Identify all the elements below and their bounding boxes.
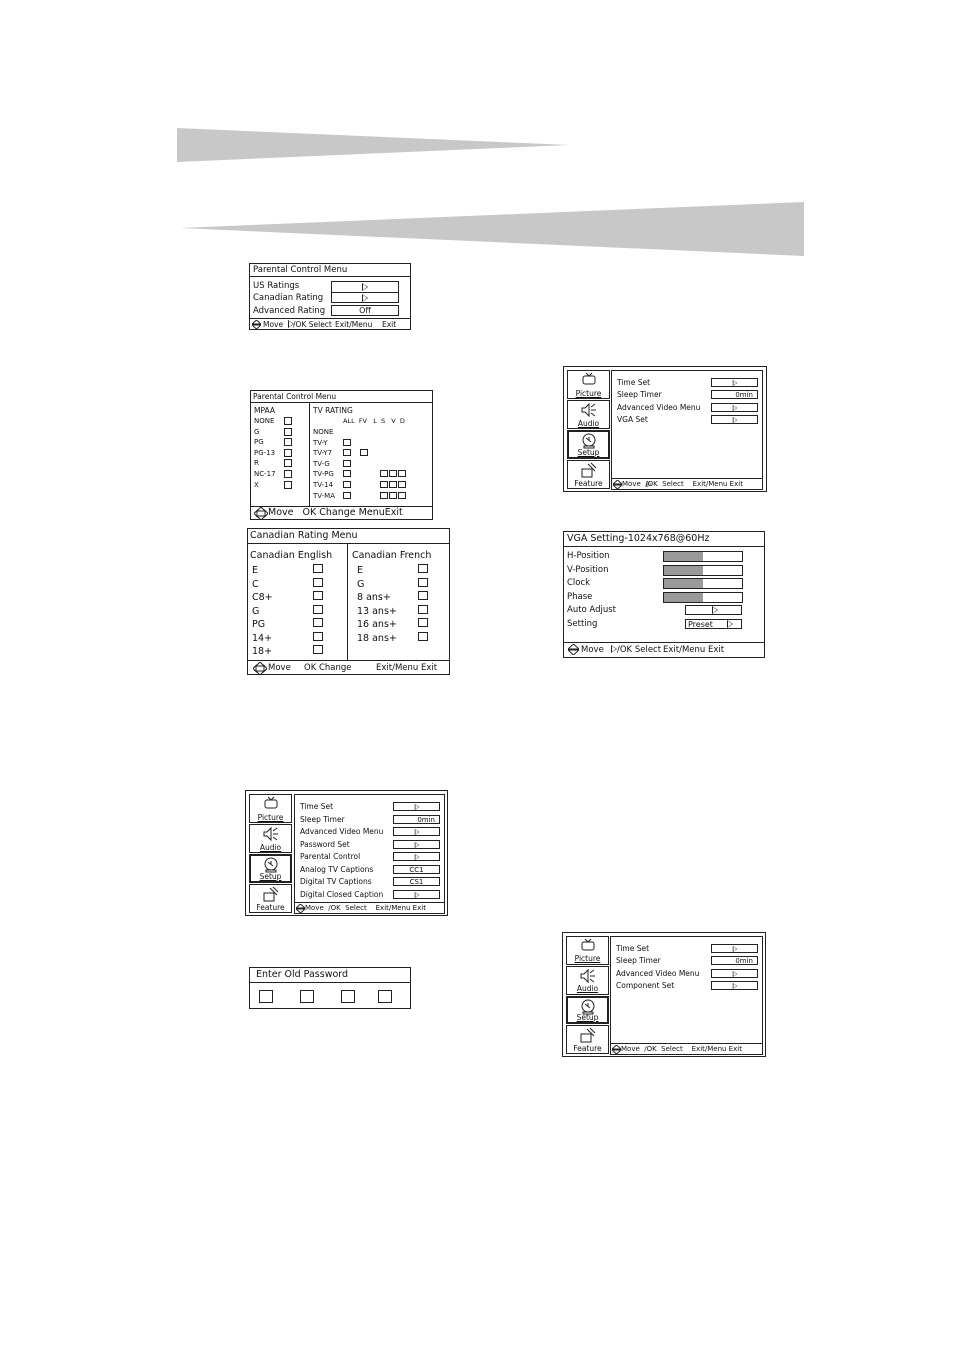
up-down-arrows-icon: [613, 480, 622, 489]
tab-label: Picture: [574, 954, 601, 964]
canadian-english-label: 18+: [252, 646, 273, 657]
arrow-right-icon: [733, 983, 738, 989]
mpaa-checkbox[interactable]: [284, 459, 292, 467]
canadian-english-label: C8+: [252, 592, 273, 603]
canadian-english-checkbox[interactable]: [313, 591, 323, 600]
setup-menu-item[interactable]: Time Set: [617, 378, 651, 387]
vga-setting-label: Phase: [567, 591, 593, 602]
vga-setting-label: Auto Adjust: [567, 605, 617, 615]
footer-exit: Exit/Menu Exit: [663, 645, 725, 655]
tab-audio[interactable]: [567, 400, 610, 429]
four-way-arrows-icon: [253, 662, 267, 675]
setup-menu-item[interactable]: Digital TV Captions: [300, 877, 372, 886]
tv-icon: [581, 372, 597, 385]
setup-arrow-field[interactable]: [711, 378, 758, 387]
tab-setup[interactable]: [567, 430, 610, 459]
tab-feature[interactable]: [566, 1025, 609, 1054]
arrow-right-icon: [733, 946, 738, 952]
speaker-icon: [579, 968, 597, 984]
panel-title: Parental Control Menu: [253, 265, 348, 275]
setup-value-field[interactable]: [393, 865, 440, 874]
setup-arrow-field[interactable]: [393, 827, 440, 836]
tv-rating-checkbox[interactable]: [398, 470, 406, 477]
tv-rating-checkbox[interactable]: [398, 481, 406, 488]
mpaa-checkbox[interactable]: [284, 470, 292, 478]
arrow-right-icon: [733, 405, 738, 411]
setup-menu-item[interactable]: Sleep Timer: [300, 814, 345, 824]
setup-menu-item[interactable]: Sleep Timer: [617, 390, 662, 400]
tv-rating-label: TV-G: [313, 459, 330, 468]
tab-feature[interactable]: [567, 460, 610, 489]
footer-exit: Exit: [382, 320, 397, 329]
canadian-english-checkbox[interactable]: [313, 564, 323, 573]
mpaa-label: G: [254, 427, 260, 436]
canadian-french-checkbox[interactable]: [418, 605, 428, 614]
tab-label: Setup: [259, 871, 282, 881]
footer-move: Move: [581, 645, 604, 655]
canadian-english-label: E: [252, 565, 259, 576]
panel-title: VGA Setting-1024x768@60Hz: [567, 533, 710, 544]
satellite-dish-icon: [581, 433, 597, 449]
arrow-right-icon: [733, 417, 738, 423]
password-digit-3[interactable]: [341, 990, 355, 1003]
canadian-english-checkbox[interactable]: [313, 618, 323, 627]
setup-menu-component-panel: [562, 932, 766, 1057]
canadian-english-label: 14+: [252, 632, 273, 644]
tab-setup[interactable]: [249, 854, 292, 883]
menu-item-us-ratings[interactable]: US Ratings: [253, 281, 300, 291]
setup-menu-item[interactable]: VGA Set: [617, 414, 648, 424]
footer-exit-menu: Exit/Menu: [335, 320, 373, 329]
menu-item-canadian-rating[interactable]: Canadian Rating: [253, 293, 324, 303]
password-digit-2[interactable]: [300, 990, 314, 1003]
tv-rating-checkbox[interactable]: [380, 481, 388, 488]
arrow-right-icon: [415, 854, 420, 860]
setting-field[interactable]: [685, 619, 742, 629]
canadian-english-checkbox[interactable]: [313, 645, 323, 654]
us-ratings-panel: [250, 390, 433, 520]
setup-value: 0min: [735, 391, 753, 400]
arrow-right-icon: [733, 971, 738, 977]
canadian-french-label: 8 ans+: [357, 592, 391, 603]
setup-value: 0min: [417, 815, 435, 824]
vga-level-bar[interactable]: [663, 551, 743, 562]
tv-rating-columns: ALL FV L S V D: [343, 417, 405, 425]
tv-rating-checkbox[interactable]: [343, 439, 351, 446]
vga-setting-label: Clock: [567, 578, 591, 588]
footer-move: Move: [268, 663, 291, 673]
speaker-icon: [262, 826, 280, 842]
tab-picture[interactable]: [566, 936, 609, 965]
auto-adjust-field[interactable]: [685, 605, 742, 615]
tv-rating-checkbox[interactable]: [343, 481, 351, 488]
mpaa-checkbox[interactable]: [284, 428, 292, 436]
tv-rating-checkbox[interactable]: [389, 492, 397, 499]
canadian-english-label: C: [252, 578, 259, 590]
tab-label: Feature: [573, 1043, 602, 1053]
parental-control-panel: [249, 263, 411, 330]
setup-value-field[interactable]: [711, 956, 758, 965]
feature-tool-icon: [262, 886, 280, 902]
setup-arrow-field[interactable]: [711, 415, 758, 424]
menu-tabs: [567, 370, 610, 490]
setup-value: CC1: [409, 865, 424, 874]
setup-arrow-field[interactable]: [711, 944, 758, 953]
header-bar-bottom: [180, 202, 804, 256]
footer-move: Move: [263, 320, 284, 329]
tv-icon: [263, 796, 279, 809]
canadian-english-header: Canadian English: [250, 550, 333, 561]
canadian-french-label: 18 ans+: [357, 632, 397, 644]
vga-level-bar[interactable]: [663, 592, 743, 603]
vga-setting-label: Setting: [567, 618, 598, 629]
password-digit-4[interactable]: [378, 990, 392, 1003]
mpaa-checkbox[interactable]: [284, 481, 292, 489]
vga-setting-panel: [563, 531, 765, 658]
tab-label: Feature: [256, 902, 285, 912]
canadian-french-checkbox[interactable]: [418, 578, 428, 587]
satellite-dish-icon: [263, 857, 279, 873]
password-panel: [249, 967, 411, 1009]
setup-value-field[interactable]: [711, 390, 758, 399]
tab-picture[interactable]: [567, 370, 610, 399]
speaker-icon: [580, 402, 598, 418]
menu-tabs: [249, 794, 292, 914]
arrow-right-icon: [712, 606, 718, 614]
canadian-english-checkbox[interactable]: [313, 578, 323, 587]
mpaa-label: R: [254, 459, 259, 468]
vga-level-fill: [664, 566, 703, 575]
arrow-right-icon: [415, 804, 420, 810]
tab-picture[interactable]: [249, 794, 292, 823]
vga-level-bar[interactable]: [663, 565, 743, 576]
setup-arrow-field[interactable]: [711, 981, 758, 990]
vga-level-fill: [664, 593, 703, 602]
vga-level-bar[interactable]: [663, 578, 743, 589]
setup-menu-item[interactable]: Digital Closed Caption: [300, 889, 384, 899]
setup-footer: Move /OK Select Exit/Menu Exit: [305, 904, 426, 912]
tab-label: Audio: [577, 418, 600, 428]
canadian-french-checkbox[interactable]: [418, 591, 428, 600]
tab-label: Feature: [574, 478, 603, 488]
us-ratings-footer: Move OK Change MenuExit: [268, 507, 403, 518]
feature-tool-icon: [580, 462, 598, 478]
canadian-english-label: G: [252, 605, 260, 617]
setup-arrow-field[interactable]: [711, 403, 758, 412]
canadian-french-label: 16 ans+: [357, 619, 397, 630]
tv-rating-label: TV-14: [313, 481, 334, 489]
tv-rating-label: TV-MA: [313, 491, 336, 500]
setup-footer: Move /OK Select Exit/Menu Exit: [622, 480, 743, 488]
tv-rating-checkbox[interactable]: [380, 470, 388, 477]
canadian-french-checkbox[interactable]: [418, 618, 428, 627]
canadian-english-checkbox[interactable]: [313, 632, 323, 641]
footer-select: /OK Select: [617, 645, 662, 655]
advanced-rating-value: Off: [359, 306, 371, 315]
setup-menu-item[interactable]: Password Set: [300, 839, 350, 849]
us-ratings-field[interactable]: [331, 281, 399, 303]
tab-label: Setup: [577, 447, 600, 457]
setup-arrow-field[interactable]: [393, 890, 440, 899]
tv-rating-checkbox[interactable]: [398, 492, 406, 499]
up-down-arrows-icon: [568, 644, 579, 655]
tab-audio[interactable]: [249, 824, 292, 853]
tv-icon: [580, 938, 596, 951]
mpaa-label: X: [254, 480, 259, 489]
tab-label: Picture: [257, 812, 284, 822]
mpaa-label: PG: [254, 438, 264, 447]
setup-menu-item[interactable]: Sleep Timer: [616, 956, 661, 966]
tv-rating-checkbox[interactable]: [343, 492, 351, 499]
vga-setting-label: H-Position: [567, 551, 610, 561]
mpaa-label: PG-13: [254, 448, 276, 457]
panel-title: Enter Old Password: [256, 969, 349, 980]
setup-arrow-field[interactable]: [393, 840, 440, 849]
setup-arrow-field[interactable]: [711, 969, 758, 978]
setting-value: Preset: [688, 619, 713, 629]
tv-rating-label: TV-Y: [313, 438, 328, 447]
setup-footer: Move /OK Select Exit/Menu Exit: [621, 1045, 742, 1053]
tv-rating-header: TV RATING: [313, 406, 353, 415]
setup-menu-item[interactable]: Time Set: [300, 802, 334, 811]
footer-select: /OK Select: [293, 320, 332, 329]
password-digit-1[interactable]: [259, 990, 273, 1003]
tv-rating-checkbox[interactable]: [343, 449, 351, 456]
tab-feature[interactable]: [249, 884, 292, 913]
setup-menu-item[interactable]: Analog TV Captions: [300, 864, 374, 874]
tab-label: Audio: [259, 842, 282, 852]
vga-level-fill: [664, 552, 703, 561]
setup-menu-item[interactable]: Component Set: [616, 980, 675, 990]
mpaa-checkbox[interactable]: [284, 449, 292, 457]
arrow-right-icon: [727, 620, 733, 628]
arrow-right-icon: [733, 380, 738, 386]
four-way-arrows-icon: [254, 507, 268, 520]
setup-menu-item[interactable]: Parental Control: [300, 852, 361, 861]
arrow-right-icon: [415, 842, 420, 848]
arrow-right-icon: [415, 892, 420, 898]
tv-rating-label: TV-Y7: [313, 449, 333, 458]
canadian-rating-panel: [247, 528, 450, 675]
tv-rating-checkbox[interactable]: [360, 449, 368, 456]
tv-rating-label: NONE: [313, 428, 334, 436]
setup-content: [611, 370, 763, 490]
setup-arrow-field[interactable]: [393, 852, 440, 861]
tab-audio[interactable]: [566, 966, 609, 995]
canadian-french-label: G: [357, 578, 365, 590]
canadian-french-label: E: [357, 565, 364, 576]
feature-tool-icon: [579, 1027, 597, 1043]
arrow-right-icon: [362, 283, 368, 291]
panel-title: Canadian Rating Menu: [250, 530, 358, 541]
setup-menu-item[interactable]: Advanced Video Menu: [616, 968, 700, 978]
canadian-french-header: Canadian French: [352, 550, 432, 561]
mpaa-label: NC-17: [254, 470, 276, 478]
tab-label: Setup: [576, 1012, 599, 1022]
tab-label: Picture: [575, 388, 602, 398]
setup-content: [294, 794, 445, 914]
mpaa-label: NONE: [254, 417, 275, 425]
setup-value-field[interactable]: [393, 815, 440, 824]
setup-menu-full-panel: [245, 790, 448, 916]
canadian-french-checkbox[interactable]: [418, 632, 428, 641]
menu-tabs: [566, 936, 609, 1055]
canadian-french-label: 13 ans+: [357, 605, 397, 617]
mpaa-checkbox[interactable]: [284, 438, 292, 446]
tv-rating-checkbox[interactable]: [389, 481, 397, 488]
arrow-right-icon: [415, 829, 420, 835]
setup-menu-vga-panel: [563, 366, 767, 492]
canadian-french-checkbox[interactable]: [418, 564, 428, 573]
vga-level-fill: [664, 579, 703, 588]
panel-title: Parental Control Menu: [253, 392, 337, 401]
tv-rating-checkbox[interactable]: [380, 492, 388, 499]
setup-arrow-field[interactable]: [393, 802, 440, 811]
setup-value: 0min: [735, 957, 753, 966]
tv-rating-checkbox[interactable]: [389, 470, 397, 477]
canadian-english-label: PG: [252, 619, 266, 630]
tv-rating-checkbox[interactable]: [343, 460, 351, 467]
footer-change: OK Change: [304, 663, 352, 673]
advanced-rating-field[interactable]: [331, 305, 399, 316]
setup-menu-item[interactable]: Advanced Video Menu: [300, 827, 384, 836]
mpaa-header: MPAA: [254, 406, 275, 415]
mpaa-checkbox[interactable]: [284, 417, 292, 425]
tab-setup[interactable]: [566, 996, 609, 1025]
vga-setting-label: V-Position: [567, 564, 609, 575]
setup-value-field[interactable]: [393, 877, 440, 886]
canadian-english-checkbox[interactable]: [313, 605, 323, 614]
arrow-right-icon: [362, 294, 368, 302]
setup-menu-item[interactable]: Advanced Video Menu: [617, 402, 701, 412]
tab-label: Audio: [576, 984, 599, 993]
setup-menu-item[interactable]: Time Set: [616, 944, 650, 953]
header-bar-top: [177, 128, 569, 164]
menu-item-advanced-rating[interactable]: Advanced Rating: [253, 306, 326, 316]
footer-exit: Exit/Menu Exit: [376, 663, 438, 673]
up-down-arrows-icon: [296, 904, 305, 913]
tv-rating-label: TV-PG: [313, 470, 334, 479]
up-down-arrows-icon: [252, 320, 261, 329]
setup-value: CS1: [409, 878, 424, 886]
setup-content: [610, 936, 763, 1055]
up-down-arrows-icon: [612, 1045, 621, 1054]
tv-rating-checkbox[interactable]: [343, 470, 351, 477]
